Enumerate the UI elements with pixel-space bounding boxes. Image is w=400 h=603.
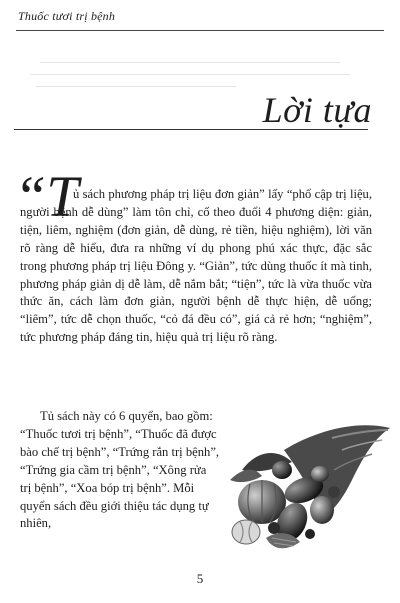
second-paragraph-column (20, 408, 220, 533)
paragraph-1: ủ sách phương pháp trị liệu đơn giản” lấy “phổ cập trị liệu, người bệnh dễ dùng” làm tôn chỉ, cố theo đuổi 4 phương diện: giản, tiện, liêm, nghiệm (đơn giản, dễ dùng, rẻ tiền, hiệu nghiệm), lời văn rõ ràng dễ hiểu, đưa ra những ví dụ phong phú xác thực, đặc sắc trong phương pháp trị liệu Đông y. “Giản”, tức dùng thuốc ít mà tinh, phương pháp giản dị dễ làm, dễ nắm bắt; “tiện”, tức là vừa thuốc vừa thức ăn, cách làm đơn giản, người bệnh dễ thực hiện, dễ uống; “liêm”, tức dễ chọn thuốc, “cỏ đá đều có”, giá cả rẻ hơn; “nghiệm”, tức phương pháp đáng tin, hiệu quả trị liệu rõ ràng. (20, 187, 372, 345)
cornucopia-illustration (222, 410, 392, 560)
drop-cap: “T (14, 164, 79, 229)
paragraph-2: Tủ sách này có 6 quyển, bao gồm: “Thuốc tươi trị bệnh”, “Thuốc đã được bào chế trị bệnh”, “Trứng rắn trị bệnh”, “Trứng gia cầm trị bệnh”, “Xông rửa trị bệnh”, “Xoa bóp trị bệnh”. Mỗi quyển sách đều giới thiệu tác dụng tự nhiên, (20, 409, 220, 531)
title-rule (14, 129, 368, 130)
page-number: 5 (196, 571, 204, 586)
running-head: Thuốc tươi trị bệnh (18, 9, 116, 23)
header-rule (16, 30, 384, 31)
main-text (20, 186, 372, 347)
cornucopia-icon (222, 410, 392, 560)
chapter-title: Lời tựa (262, 90, 372, 130)
